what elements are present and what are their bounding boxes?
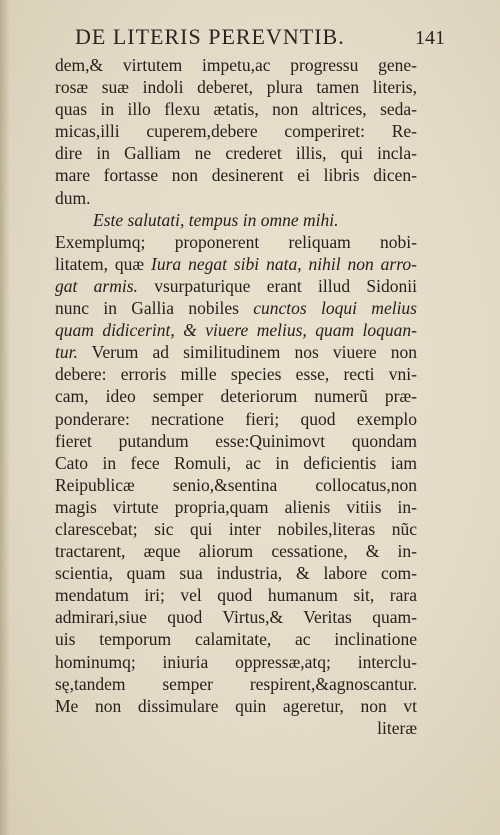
text-line bbox=[55, 363, 417, 385]
text-segment: quas in illo flexu ætatis, non altrices, seda- bbox=[55, 99, 417, 120]
text-segment: rosæ suæ indoli deberet, plura tamen literis, bbox=[55, 77, 417, 98]
text-segment: vsurpaturique erant illud Sidonii bbox=[137, 275, 417, 296]
text-line bbox=[55, 231, 417, 253]
text-segment: Reipublicæ senio,&sentina collocatus,non bbox=[55, 474, 417, 495]
text-line bbox=[55, 452, 417, 474]
text-line bbox=[55, 385, 417, 407]
text-line bbox=[55, 408, 417, 430]
text-line bbox=[55, 76, 417, 98]
text-segment: Verum ad similitudinem nos viuere non bbox=[77, 342, 417, 363]
italic-segment: gat armis. bbox=[55, 275, 138, 296]
text-segment: mendatum iri; vel quod humanum sit, rara bbox=[55, 585, 417, 606]
text-segment: litatem, quæ bbox=[55, 253, 151, 274]
text-line bbox=[55, 562, 417, 584]
text-line bbox=[55, 496, 417, 518]
page-number: 141 bbox=[415, 27, 445, 49]
text-segment: uis temporum calamitate, ac inclinatione bbox=[55, 629, 417, 650]
italic-segment: quam didicerint, & viuere melius, quam loquan- bbox=[55, 320, 417, 341]
text-segment: clarescebat; sic qui inter nobiles,literas nũc bbox=[55, 518, 417, 539]
text-segment: dem,& virtutem impetu,ac progressu gene- bbox=[55, 55, 417, 75]
text-segment: sę,tandem semper respirent,&agnoscantur. bbox=[55, 673, 417, 694]
text-line bbox=[55, 142, 417, 164]
text-line bbox=[55, 164, 417, 186]
text-segment: tractarent, æque aliorum cessatione, & in- bbox=[55, 541, 417, 562]
text-segment: micas,illi cuperem,debere comperiret: Re- bbox=[55, 121, 417, 142]
page-shadow-edge bbox=[0, 0, 10, 835]
text-segment: dum. bbox=[55, 187, 91, 208]
italic-segment: cunctos loqui melius bbox=[253, 298, 417, 319]
text-line bbox=[55, 474, 417, 496]
body-text bbox=[55, 54, 417, 739]
text-line bbox=[55, 187, 417, 209]
text-line bbox=[55, 297, 417, 319]
catchword: literæ bbox=[377, 717, 417, 738]
verse-quote-line bbox=[55, 209, 417, 231]
text-line bbox=[55, 628, 417, 650]
text-line bbox=[55, 430, 417, 452]
italic-segment: tur. bbox=[55, 342, 78, 363]
text-line bbox=[55, 518, 417, 540]
text-line bbox=[55, 540, 417, 562]
text-line bbox=[55, 54, 417, 76]
text-segment: Cato in fece Romuli, ac in deficientis iam bbox=[55, 452, 417, 473]
text-line bbox=[55, 341, 417, 363]
page-header bbox=[75, 24, 445, 52]
italic-segment: Este salutati, tempus in omne mihi. bbox=[93, 209, 339, 230]
text-segment: debere: erroris mille species esse, recti vni- bbox=[55, 364, 417, 385]
text-segment: ponderare: necratione fieri; quod exemplo bbox=[55, 408, 417, 429]
text-segment: hominumq; iniuria oppressæ,atq; interclu- bbox=[55, 651, 417, 672]
text-segment: cam, ideo semper deteriorum numerũ præ- bbox=[55, 386, 417, 407]
text-line bbox=[55, 695, 417, 717]
text-line bbox=[55, 253, 417, 275]
text-segment: Exemplumq; proponerent reliquam nobi- bbox=[55, 231, 417, 252]
text-line bbox=[55, 98, 417, 120]
text-line bbox=[55, 651, 417, 673]
text-segment: magis virtute propria,quam alienis vitiis in- bbox=[55, 496, 417, 517]
text-segment: admirari,siue quod Virtus,& Veritas quam- bbox=[55, 607, 417, 628]
text-line bbox=[55, 673, 417, 695]
text-segment: scientia, quam sua industria, & labore com- bbox=[55, 563, 417, 584]
running-head: DE LITERIS PEREVNTIB. bbox=[75, 24, 345, 49]
italic-segment: Iura negat sibi nata, nihil non arro- bbox=[151, 253, 417, 274]
text-segment: dire in Galliam ne crederet illis, qui inclа- bbox=[55, 143, 417, 164]
text-line bbox=[55, 606, 417, 628]
text-line bbox=[55, 120, 417, 142]
text-line bbox=[55, 319, 417, 341]
text-segment: mare fortasse non desinerent ei libris dicen- bbox=[55, 165, 417, 186]
text-segment: Me non dissimulare quin ageretur, non vt bbox=[55, 695, 417, 716]
text-line bbox=[55, 275, 417, 297]
text-segment: fieret putandum esse:Quinimovt quondam bbox=[55, 430, 417, 451]
text-segment: nunc in Gallia nobiles bbox=[55, 298, 254, 319]
text-line bbox=[55, 584, 417, 606]
